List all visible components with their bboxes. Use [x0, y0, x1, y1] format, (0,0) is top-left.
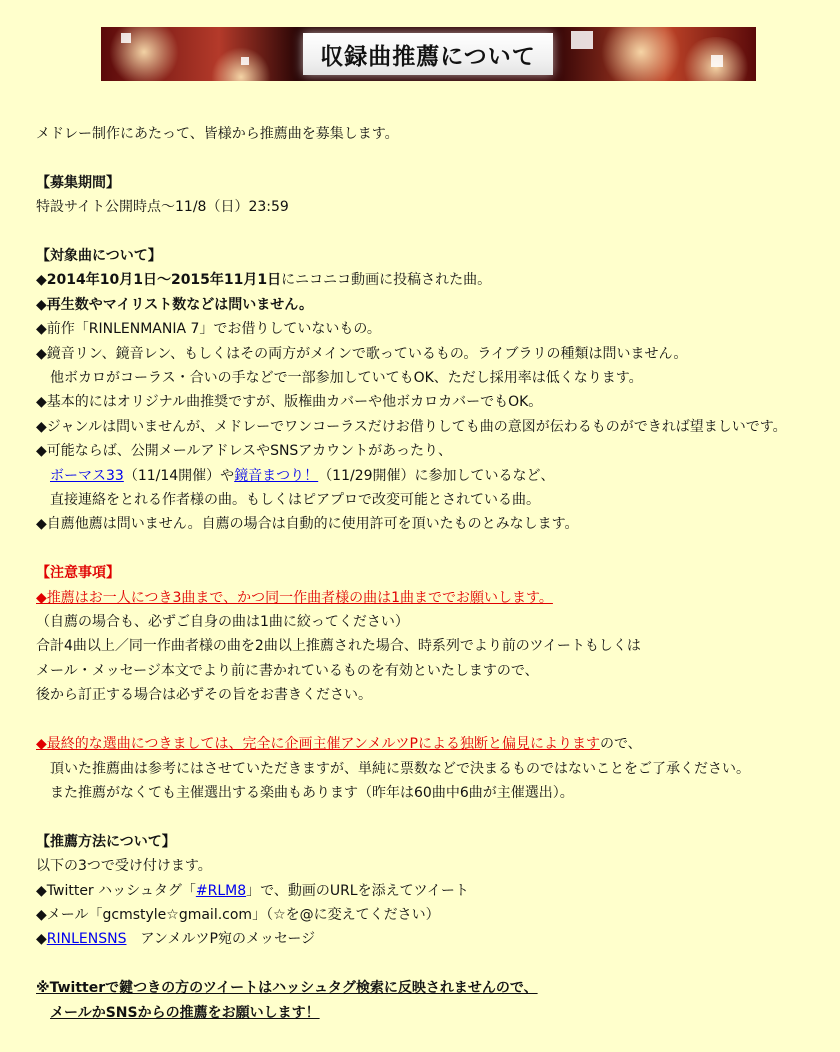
hashtag-link[interactable]: #RLM8 [195, 882, 247, 899]
square-decoration [241, 57, 249, 65]
period-text: 特設サイト公開時点～11/8（日）23:59 [36, 199, 289, 216]
target-line: ◆再生数やマイリスト数などは問いません。 [36, 296, 314, 313]
target-line: ◆鏡音リン、鏡音レン、もしくはその両方がメインで歌っているもの。ライブラリの種類は問いません。 [36, 345, 688, 362]
square-decoration [121, 33, 131, 43]
method-line: ◆RINLENSNS アンメルツP宛のメッセージ [36, 931, 316, 948]
warning-line: ※Twitterで鍵つきの方のツイートはハッシュタグ検索に反映されませんので、 [36, 980, 538, 997]
banner-title-plate [303, 33, 553, 75]
notes-line: （自薦の場合も、必ずご自身の曲は1曲に絞ってください） [36, 614, 409, 631]
notes-line: また推薦がなくても主催選出する楽曲もあります（昨年は60曲中6曲が主催選出）。 [50, 784, 574, 801]
notes-heading: 【注意事項】 [36, 565, 120, 582]
notes-line: ◆最終的な選曲につきましては、完全に企画主催アンメルツPによる独断と偏見によりますので、 [36, 736, 642, 753]
target-date-range: ◆2014年10月1日～2015年11月1日 [36, 272, 282, 289]
sparkle-decoration [109, 27, 179, 81]
period-heading: 【募集期間】 [36, 174, 120, 191]
notes-line: 後から訂正する場合は必ずその旨をお書きください。 [36, 687, 372, 704]
target-line: ◆基本的にはオリジナル曲推奨ですが、版権曲カバーや他ボカロカバーでもOK。 [36, 394, 543, 411]
sparkle-decoration [601, 27, 681, 81]
target-heading: 【対象曲について】 [36, 248, 162, 264]
header-banner [101, 27, 756, 81]
vocamas-link[interactable]: ボーマス33 [50, 467, 124, 484]
target-line: 直接連絡をとれる作者様の曲。もしくはピアプロで改変可能とされている曲。 [50, 492, 540, 509]
target-line: ◆2014年10月1日～2015年11月1日にニコニコ動画に投稿された曲。 [36, 272, 492, 289]
page-title: 収録曲推薦について [320, 43, 536, 70]
final-selection-notice: ◆最終的な選曲につきましては、完全に企画主催アンメルツPによる独断と偏見によります [36, 736, 600, 753]
notes-line: 頂いた推薦曲は参考にはさせていただきますが、単純に票数などで決まるものではないことをご了承ください。 [50, 760, 750, 777]
target-line: ◆自薦他薦は問いません。自薦の場合は自動的に使用許可を頂いたものとみなします。 [36, 516, 579, 533]
square-decoration [571, 31, 593, 49]
notes-line: メール・メッセージ本文でより前に書かれているものを有効といたしますので、 [36, 662, 539, 679]
warning-line: メールかSNSからの推薦をお願いします！ [50, 1004, 320, 1021]
target-line: ボーマス33（11/14開催）や鏡音まつり！（11/29開催）に参加しているなど、 [50, 467, 555, 484]
square-decoration [711, 55, 723, 67]
method-line: 以下の3つで受け付けます。 [36, 858, 212, 875]
method-line: ◆Twitter ハッシュタグ「#RLM8」で、動画のURLを添えてツイート [36, 882, 469, 899]
target-line: 他ボカロがコーラス・合いの手などで一部参加していてもOK、ただし採用率は低くなります。 [50, 370, 643, 387]
intro-text: メドレー制作にあたって、皆様から推薦曲を募集します。 [36, 126, 399, 142]
target-line: ◆ジャンルは問いませんが、メドレーでワンコーラスだけお借りしても曲の意図が伝わるものができれば望ましいです。 [36, 418, 787, 435]
method-heading: 【推薦方法について】 [36, 833, 176, 850]
target-line: ◆可能ならば、公開メールアドレスやSNSアカウントがあったり、 [36, 443, 453, 460]
method-line: ◆メール「gcmstyle☆gmail.com」（☆を@に変えてください） [36, 906, 440, 923]
rinlensns-link[interactable]: RINLENSNS [46, 931, 127, 948]
kagamine-matsuri-link[interactable]: 鏡音まつり！ [234, 467, 319, 484]
target-line: ◆前作「RINLENMANIA 7」でお借りしていないもの。 [36, 321, 381, 338]
notes-line: 合計4曲以上／同一作曲者様の曲を2曲以上推薦された場合、時系列でより前のツイートもしくは [36, 638, 641, 655]
notes-line: ◆推薦はお一人につき3曲まで、かつ同一作曲者様の曲は1曲まででお願いします。 [36, 589, 553, 606]
announcement-body [36, 122, 826, 1025]
